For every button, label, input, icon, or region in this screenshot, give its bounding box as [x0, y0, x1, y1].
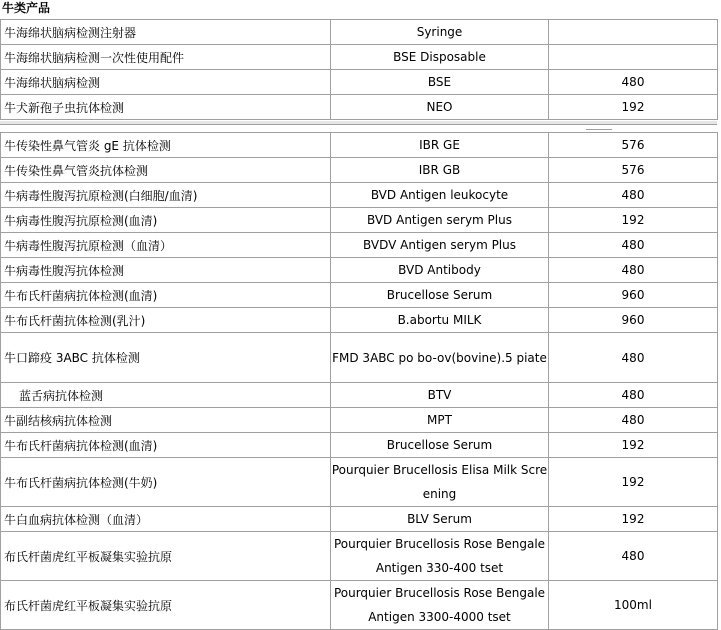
table-row — [1, 158, 718, 183]
product-table-lower — [0, 132, 718, 630]
table-row — [1, 183, 718, 208]
product-code-cell: MPT — [331, 408, 549, 433]
table-row — [1, 507, 718, 532]
product-name-cell: 牛海绵状脑病检测一次性使用配件 — [1, 45, 331, 70]
product-name-cell: 牛口蹄疫 3ABC 抗体检测 — [1, 333, 331, 383]
product-code-cell: Pourquier Brucellosis Elisa Milk Screening — [331, 458, 549, 507]
product-code-cell: IBR GE — [331, 133, 549, 158]
product-name-cell: 牛布氏杆菌病抗体检测(牛奶) — [1, 458, 331, 507]
quantity-cell: 480 — [549, 233, 718, 258]
quantity-cell: 192 — [549, 507, 718, 532]
quantity-cell: 480 — [549, 532, 718, 581]
page-break-line — [0, 124, 717, 125]
product-code-cell: Brucellose Serum — [331, 283, 549, 308]
product-code-cell: Pourquier Brucellosis Rose Bengale Antigen 330-400 tset — [331, 532, 549, 581]
product-name-cell: 牛传染性鼻气管炎抗体检测 — [1, 158, 331, 183]
quantity-cell: 480 — [549, 383, 718, 408]
quantity-cell: 960 — [549, 308, 718, 333]
product-name-cell: 牛病毒性腹泻抗原检测(白细胞/血清) — [1, 183, 331, 208]
quantity-cell — [549, 20, 718, 45]
table-row — [1, 532, 718, 581]
product-name-cell: 牛病毒性腹泻抗原检测(血清) — [1, 208, 331, 233]
product-code-cell: Syringe — [331, 20, 549, 45]
table-row — [1, 383, 718, 408]
product-code-cell: BVD Antibody — [331, 258, 549, 283]
quantity-cell: 192 — [549, 95, 718, 120]
product-name-cell: 牛白血病抗体检测（血清） — [1, 507, 331, 532]
product-name-cell: 牛犬新孢子虫抗体检测 — [1, 95, 331, 120]
product-code-cell: FMD 3ABC po bo-ov(bovine).5 piate — [331, 333, 549, 383]
table-row — [1, 581, 718, 630]
page-break-line — [586, 129, 612, 130]
table-row — [1, 408, 718, 433]
product-name-cell: 布氏杆菌虎红平板凝集实验抗原 — [1, 581, 331, 630]
product-code-cell: Pourquier Brucellosis Rose Bengale Antigen 3300-4000 tset — [331, 581, 549, 630]
table-row — [1, 308, 718, 333]
product-name-cell: 蓝舌病抗体检测 — [1, 383, 331, 408]
table-row — [1, 95, 718, 120]
table-row — [1, 333, 718, 383]
quantity-cell: 192 — [549, 433, 718, 458]
table-row — [1, 258, 718, 283]
product-code-cell: BSE Disposable — [331, 45, 549, 70]
product-code-cell: BSE — [331, 70, 549, 95]
table-row — [1, 70, 718, 95]
product-code-cell: BVDV Antigen serym Plus — [331, 233, 549, 258]
product-table-upper — [0, 19, 718, 120]
product-name-cell: 布氏杆菌虎红平板凝集实验抗原 — [1, 532, 331, 581]
product-name-cell: 牛布氏杆菌病抗体检测(血清) — [1, 433, 331, 458]
quantity-cell: 960 — [549, 283, 718, 308]
product-code-cell: Brucellose Serum — [331, 433, 549, 458]
quantity-cell: 192 — [549, 208, 718, 233]
quantity-cell — [549, 45, 718, 70]
product-name-cell: 牛布氏杆菌病抗体检测(血清) — [1, 283, 331, 308]
table-row — [1, 458, 718, 507]
quantity-cell: 192 — [549, 458, 718, 507]
quantity-cell: 480 — [549, 70, 718, 95]
product-code-cell: BVD Antigen serym Plus — [331, 208, 549, 233]
table-row — [1, 283, 718, 308]
product-code-cell: B.abortu MILK — [331, 308, 549, 333]
quantity-cell: 576 — [549, 158, 718, 183]
quantity-cell: 100ml — [549, 581, 718, 630]
product-code-cell: BTV — [331, 383, 549, 408]
table-row — [1, 133, 718, 158]
product-code-cell: BLV Serum — [331, 507, 549, 532]
product-name-cell: 牛传染性鼻气管炎 gE 抗体检测 — [1, 133, 331, 158]
product-name-cell: 牛病毒性腹泻抗原检测（血清） — [1, 233, 331, 258]
table-row — [1, 433, 718, 458]
quantity-cell: 576 — [549, 133, 718, 158]
product-code-cell: IBR GB — [331, 158, 549, 183]
product-name-cell: 牛海绵状脑病检测 — [1, 70, 331, 95]
table-row — [1, 208, 718, 233]
quantity-cell: 480 — [549, 183, 718, 208]
table-row — [1, 20, 718, 45]
product-name-cell: 牛病毒性腹泻抗体检测 — [1, 258, 331, 283]
table-row — [1, 45, 718, 70]
quantity-cell: 480 — [549, 333, 718, 383]
product-code-cell: NEO — [331, 95, 549, 120]
product-name-cell: 牛副结核病抗体检测 — [1, 408, 331, 433]
quantity-cell: 480 — [549, 258, 718, 283]
quantity-cell: 480 — [549, 408, 718, 433]
product-name-cell: 牛布氏杆菌抗体检测(乳汁) — [1, 308, 331, 333]
page-heading: 牛类产品 — [2, 1, 51, 15]
product-name-cell: 牛海绵状脑病检测注射器 — [1, 20, 331, 45]
table-row — [1, 233, 718, 258]
product-code-cell: BVD Antigen leukocyte — [331, 183, 549, 208]
